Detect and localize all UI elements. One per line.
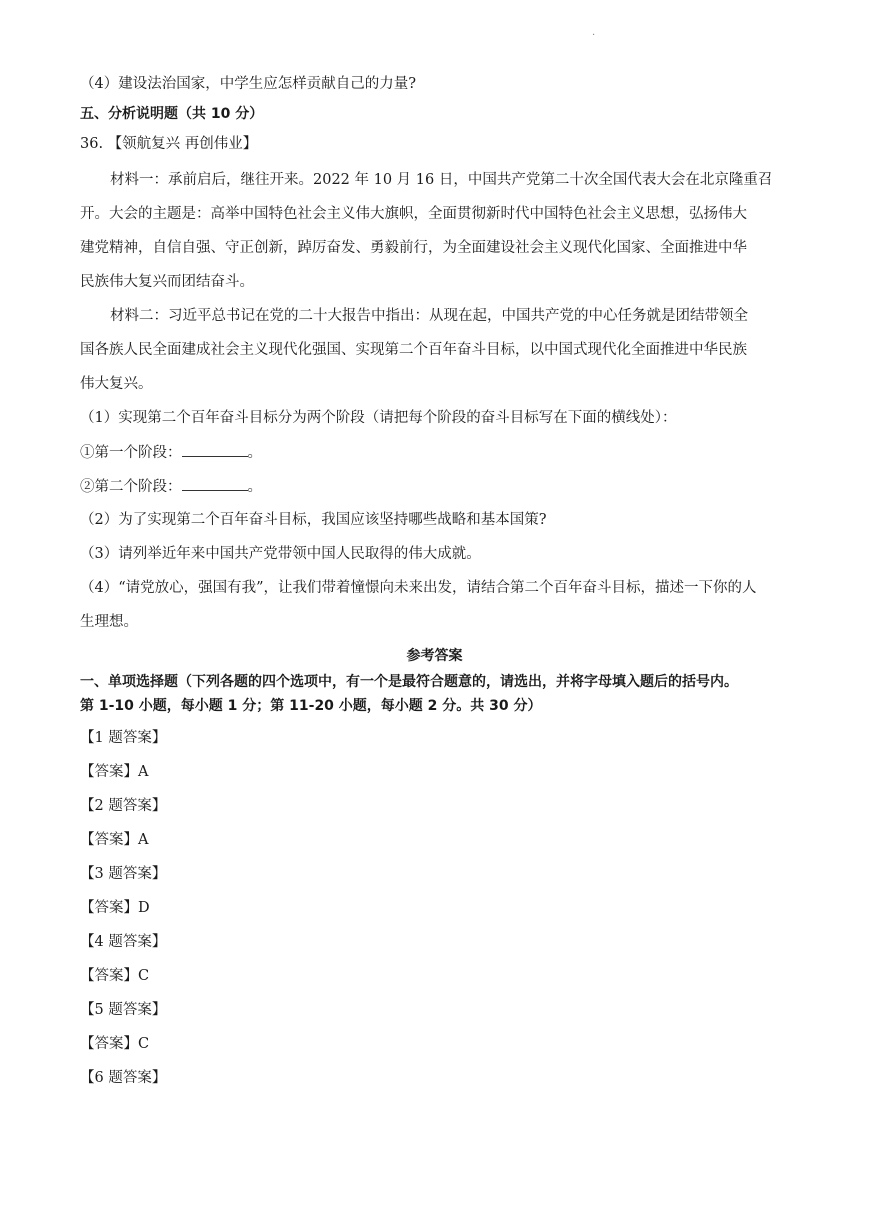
question-36-4-line-1: （4）“请党放心，强国有我”，让我们带着憧憬向未来出发，请结合第二个百年奋斗目标，描述一下你的人 [80, 580, 757, 596]
material-2-line-2: 国各族人民全面建成社会主义现代化强国、实现第二个百年奋斗目标，以中国式现代化全面推进中华民族 [80, 342, 747, 358]
answer-1-heading: 【1 题答案】 [80, 730, 167, 746]
answer-4-heading: 【4 题答案】 [80, 934, 167, 950]
answer-2-heading: 【2 题答案】 [80, 798, 167, 814]
stage-2-blank[interactable] [182, 476, 248, 491]
answer-3-heading: 【3 题答案】 [80, 866, 167, 882]
stage-1-label: ①第一个阶段： [80, 445, 182, 461]
material-1-line-3: 建党精神，自信自强、守正创新，踔厉奋发、勇毅前行，为全面建设社会主义现代化国家、全面推进中华 [80, 240, 747, 256]
question-36-2: （2）为了实现第二个百年奋斗目标，我国应该坚持哪些战略和基本国策? [80, 512, 547, 528]
section-1-title-line-1: 一、单项选择题（下列各题的四个选项中，有一个是最符合题意的，请选出，并将字母填入题后的括号内。 [80, 674, 738, 690]
question-36-heading: 36. 【领航复兴 再创伟业】 [80, 136, 258, 152]
answer-4-value: 【答案】C [80, 968, 150, 984]
question-36-1: （1）实现第二个百年奋斗目标分为两个阶段（请把每个阶段的奋斗目标写在下面的横线处）： [80, 410, 677, 426]
material-1-line-4: 民族伟大复兴而团结奋斗。 [80, 274, 254, 290]
stage-2-row [80, 476, 262, 497]
stage-1-blank[interactable] [182, 442, 248, 457]
question-36-4-line-2: 生理想。 [80, 614, 138, 630]
section-5-title: 五、分析说明题（共 10 分） [80, 106, 264, 122]
answer-6-heading: 【6 题答案】 [80, 1070, 167, 1086]
answer-3-value: 【答案】D [80, 900, 150, 916]
section-1-title-line-2: 第 1-10 小题，每小题 1 分；第 11-20 小题，每小题 2 分。共 30 分） [80, 698, 542, 714]
material-2-line-3: 伟大复兴。 [80, 376, 153, 392]
material-1-line-1: 材料一：承前启后，继往开来。2022 年 10 月 16 日，中国共产党第二十次全国代表大会在北京隆重召 [110, 172, 773, 188]
answer-5-heading: 【5 题答案】 [80, 1002, 167, 1018]
answer-5-value: 【答案】C [80, 1036, 150, 1052]
stage-1-row [80, 442, 262, 463]
page-dot: · [592, 30, 596, 41]
stage-2-label: ②第二个阶段： [80, 479, 182, 495]
question-35-4: （4）建设法治国家，中学生应怎样贡献自己的力量? [80, 76, 416, 92]
stage-1-period: 。 [247, 445, 262, 461]
answer-2-value: 【答案】A [80, 832, 149, 848]
material-1-line-2: 开。大会的主题是：高举中国特色社会主义伟大旗帜，全面贯彻新时代中国特色社会主义思想，弘扬伟大 [80, 206, 747, 222]
answer-1-value: 【答案】A [80, 764, 149, 780]
material-2-line-1: 材料二：习近平总书记在党的二十大报告中指出：从现在起，中国共产党的中心任务就是团结带领全 [110, 308, 748, 324]
question-36-3: （3）请列举近年来中国共产党带领中国人民取得的伟大成就。 [80, 546, 481, 562]
stage-2-period: 。 [247, 479, 262, 495]
answers-title: 参考答案 [406, 648, 463, 664]
